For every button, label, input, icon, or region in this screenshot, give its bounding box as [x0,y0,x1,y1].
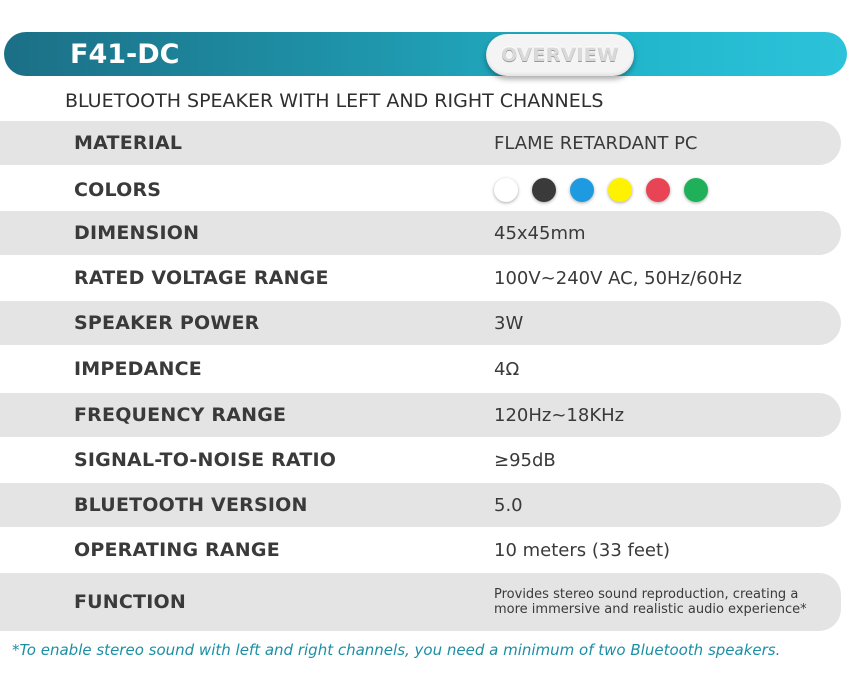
color-swatch-5 [646,178,670,202]
spec-value: FLAME RETARDANT PC [494,132,698,154]
spec-row-dimension [0,211,841,255]
spec-value: ≥95dB [494,449,556,471]
model-name: F41-DC [70,39,180,70]
spec-label: RATED VOLTAGE RANGE [74,267,329,289]
product-subtitle: BLUETOOTH SPEAKER WITH LEFT AND RIGHT CHANNELS [65,90,604,112]
spec-row-voltage [0,256,841,300]
color-swatch-1 [494,178,518,202]
function-line-2: more immersive and realistic audio experience* [494,602,807,617]
spec-row-frequency [0,393,841,437]
spec-label: FUNCTION [74,591,186,613]
stereo-footnote: *To enable stereo sound with left and right channels, you need a minimum of two Bluetooth speakers. [12,641,781,659]
spec-row-range [0,528,841,572]
spec-label: FREQUENCY RANGE [74,404,287,426]
spec-label: DIMENSION [74,222,200,244]
spec-value: 10 meters (33 feet) [494,539,671,561]
spec-value: 4Ω [494,358,520,380]
spec-label: MATERIAL [74,132,183,154]
color-swatch-3 [570,178,594,202]
spec-row-impedance [0,347,841,391]
color-swatch-4 [608,178,632,202]
color-swatch-2 [532,178,556,202]
spec-label: SPEAKER POWER [74,312,260,334]
spec-value: 5.0 [494,494,523,516]
spec-label: IMPEDANCE [74,358,202,380]
spec-label: SIGNAL-TO-NOISE RATIO [74,449,337,471]
spec-value: 45x45mm [494,222,586,244]
spec-row-material [0,121,841,165]
color-swatches [494,168,708,212]
swatch-list [494,178,708,202]
spec-value [494,573,807,631]
spec-row-power [0,301,841,345]
function-line-1: Provides stereo sound reproduction, creating a [494,587,799,602]
spec-value: 100V~240V AC, 50Hz/60Hz [494,267,742,289]
overview-badge: OVERVIEW [486,34,634,76]
spec-row-colors [0,168,841,212]
spec-value: 120Hz~18KHz [494,404,625,426]
spec-value: 3W [494,312,524,334]
spec-row-function [0,573,841,631]
spec-row-bluetooth [0,483,841,527]
spec-label: OPERATING RANGE [74,539,280,561]
spec-label: BLUETOOTH VERSION [74,494,308,516]
color-swatch-6 [684,178,708,202]
spec-label: COLORS [74,179,162,201]
spec-row-snr [0,438,841,482]
